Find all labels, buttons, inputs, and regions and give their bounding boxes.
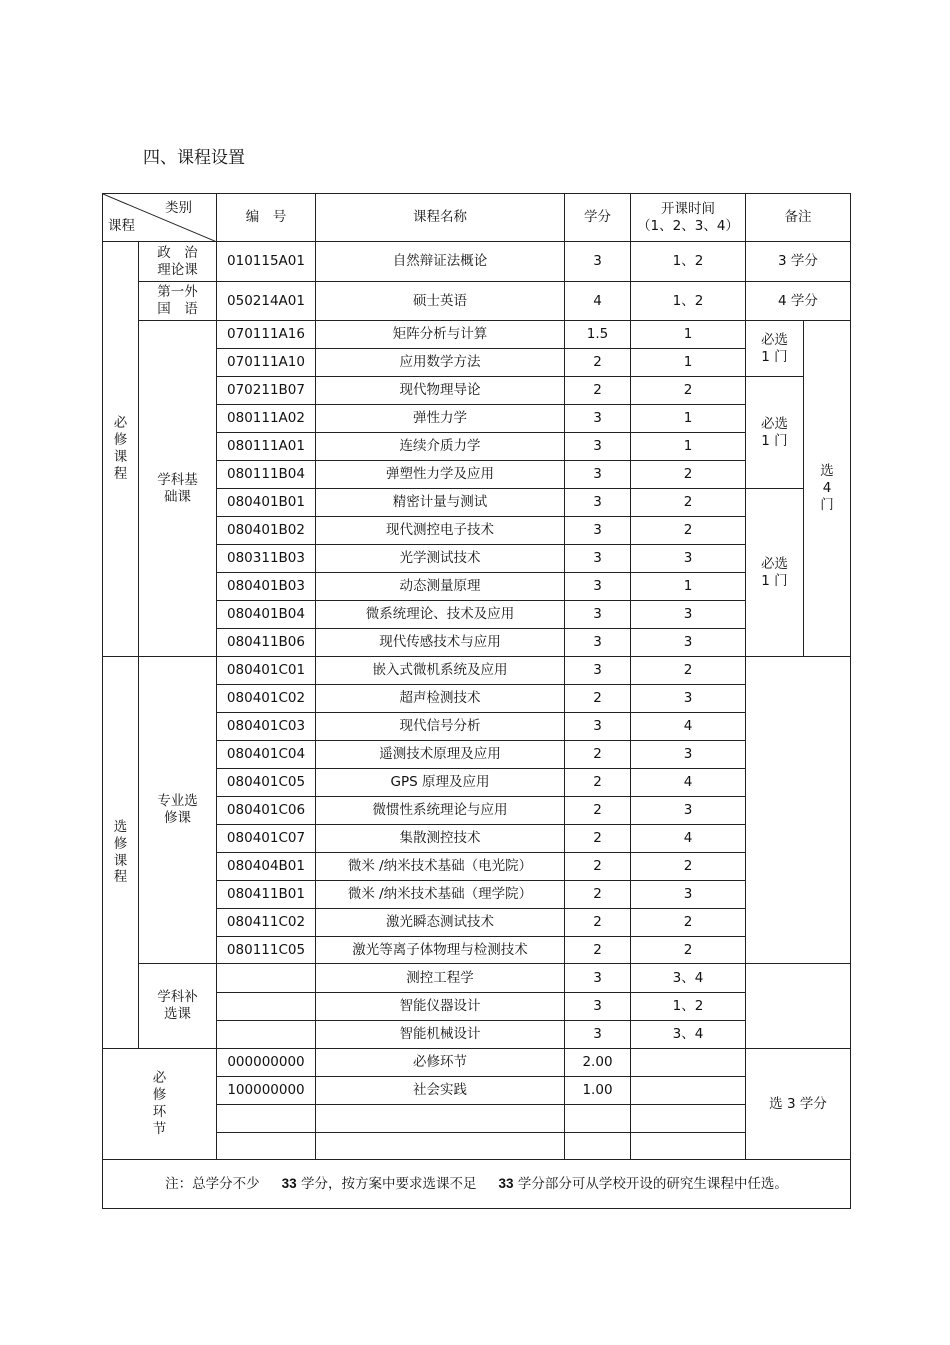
course-code: 000000000 (217, 1049, 316, 1077)
course-code: 080401C02 (217, 685, 316, 713)
note-credit-number: 33 (281, 1175, 297, 1191)
course-credit: 3 (565, 964, 631, 993)
course-time: 4 (631, 769, 746, 797)
course-time: 2 (631, 461, 746, 489)
subgroup-foreign: 第一外 国 语 (139, 282, 217, 321)
course-code: 080401C04 (217, 741, 316, 769)
course-credit: 3 (565, 573, 631, 601)
course-credit: 2 (565, 825, 631, 853)
course-code (217, 1021, 316, 1049)
course-code: 080411B06 (217, 629, 316, 657)
remark-empty (746, 657, 851, 964)
course-code: 080401C01 (217, 657, 316, 685)
course-credit: 3 (565, 993, 631, 1021)
course-credit: 2 (565, 741, 631, 769)
header-time-line1: 开课时间 (661, 200, 715, 217)
course-code: 080411C02 (217, 909, 316, 937)
course-credit: 3 (565, 1021, 631, 1049)
course-time: 3、4 (631, 964, 746, 993)
course-time: 2 (631, 853, 746, 881)
course-name: 微米 /纳米技术基础（理学院） (316, 881, 565, 909)
remark-choose-four: 选 4 门 (804, 321, 851, 657)
course-name: 弹性力学 (316, 405, 565, 433)
course-time: 3 (631, 601, 746, 629)
course-credit: 3 (565, 242, 631, 282)
course-time (631, 1077, 746, 1105)
course-time (631, 1105, 746, 1133)
remark-choose-one: 必选 1 门 (746, 489, 804, 657)
course-credit: 2 (565, 685, 631, 713)
course-code: 080401B02 (217, 517, 316, 545)
course-credit: 3 (565, 629, 631, 657)
course-time (631, 1049, 746, 1077)
header-remark: 备注 (746, 194, 851, 242)
course-code: 080401C07 (217, 825, 316, 853)
course-table (102, 193, 851, 1209)
table-row (103, 1049, 851, 1077)
course-credit: 2 (565, 853, 631, 881)
course-code: 050214A01 (217, 282, 316, 321)
course-time: 2 (631, 489, 746, 517)
course-credit: 1.00 (565, 1077, 631, 1105)
course-credit: 3 (565, 489, 631, 517)
course-name: 应用数学方法 (316, 349, 565, 377)
header-name: 课程名称 (316, 194, 565, 242)
course-credit: 2 (565, 349, 631, 377)
course-name: 现代传感技术与应用 (316, 629, 565, 657)
course-time: 1、2 (631, 282, 746, 321)
course-time: 3 (631, 797, 746, 825)
note-text: 学分部分可从学校开设的研究生课程中任选。 (517, 1175, 788, 1192)
course-credit: 3 (565, 545, 631, 573)
course-time: 2 (631, 657, 746, 685)
course-code: 080311B03 (217, 545, 316, 573)
course-time: 3 (631, 629, 746, 657)
group-elective: 选 修 课 程 (103, 657, 139, 1049)
course-credit: 3 (565, 713, 631, 741)
course-code: 080111B04 (217, 461, 316, 489)
course-code: 080401B01 (217, 489, 316, 517)
course-code: 080401B03 (217, 573, 316, 601)
course-code (217, 993, 316, 1021)
course-credit: 3 (565, 601, 631, 629)
header-time-line2: （1、2、3、4） (637, 217, 739, 234)
course-code (217, 964, 316, 993)
header-course: 课程 (108, 218, 135, 235)
course-time: 3 (631, 881, 746, 909)
course-code: 080411B01 (217, 881, 316, 909)
table-row (103, 657, 851, 685)
table-row (103, 1160, 851, 1209)
course-time: 1 (631, 405, 746, 433)
course-code: 080111C05 (217, 937, 316, 964)
course-name: 智能机械设计 (316, 1021, 565, 1049)
course-name: 硕士英语 (316, 282, 565, 321)
course-code: 080401C06 (217, 797, 316, 825)
course-code: 080401C05 (217, 769, 316, 797)
header-code: 编 号 (217, 194, 316, 242)
note-text: 注：总学分不少 (165, 1175, 260, 1192)
note-credit-number: 33 (498, 1175, 514, 1191)
course-name: 嵌入式微机系统及应用 (316, 657, 565, 685)
course-name: 测控工程学 (316, 964, 565, 993)
remark-choose-one: 必选 1 门 (746, 377, 804, 489)
header-credit: 学分 (565, 194, 631, 242)
course-name: 精密计量与测试 (316, 489, 565, 517)
remark-politics: 3 学分 (746, 242, 851, 282)
course-code: 070211B07 (217, 377, 316, 405)
course-credit: 3 (565, 657, 631, 685)
course-time: 2 (631, 377, 746, 405)
course-credit: 1.5 (565, 321, 631, 349)
course-name: 激光瞬态测试技术 (316, 909, 565, 937)
course-time (631, 1133, 746, 1160)
course-credit (565, 1105, 631, 1133)
course-credit: 2 (565, 937, 631, 964)
course-code: 080401C03 (217, 713, 316, 741)
diagonal-header (103, 194, 217, 242)
course-name: GPS 原理及应用 (316, 769, 565, 797)
remark-empty (746, 964, 851, 1049)
course-code: 100000000 (217, 1077, 316, 1105)
course-name: 智能仪器设计 (316, 993, 565, 1021)
course-name: 微米 /纳米技术基础（电光院） (316, 853, 565, 881)
course-time: 2 (631, 517, 746, 545)
course-time: 3 (631, 545, 746, 573)
course-credit (565, 1133, 631, 1160)
course-credit: 2 (565, 769, 631, 797)
note-text: 学分，按方案中要求选课不足 (301, 1175, 477, 1192)
course-name: 现代测控电子技术 (316, 517, 565, 545)
course-credit: 3 (565, 517, 631, 545)
course-name: 集散测控技术 (316, 825, 565, 853)
course-time: 4 (631, 713, 746, 741)
course-code: 080111A02 (217, 405, 316, 433)
course-name (316, 1105, 565, 1133)
subgroup-major-elective: 专业选 修课 (139, 657, 217, 964)
course-time: 1 (631, 321, 746, 349)
course-name: 必修环节 (316, 1049, 565, 1077)
course-credit: 3 (565, 433, 631, 461)
remark-foreign: 4 学分 (746, 282, 851, 321)
course-code: 080401B04 (217, 601, 316, 629)
course-time: 3 (631, 685, 746, 713)
course-credit: 2 (565, 377, 631, 405)
course-credit: 2 (565, 881, 631, 909)
course-name: 动态测量原理 (316, 573, 565, 601)
remark-choose-one: 必选 1 门 (746, 321, 804, 377)
course-credit: 3 (565, 405, 631, 433)
course-time: 3、4 (631, 1021, 746, 1049)
course-name: 现代物理导论 (316, 377, 565, 405)
group-required: 必 修 课 程 (103, 242, 139, 657)
course-name: 微惯性系统理论与应用 (316, 797, 565, 825)
course-name: 社会实践 (316, 1077, 565, 1105)
course-code: 070111A10 (217, 349, 316, 377)
course-name: 微系统理论、技术及应用 (316, 601, 565, 629)
course-time: 2 (631, 937, 746, 964)
course-code: 080111A01 (217, 433, 316, 461)
course-time: 4 (631, 825, 746, 853)
course-name: 弹塑性力学及应用 (316, 461, 565, 489)
table-row (103, 242, 851, 282)
course-time: 1 (631, 349, 746, 377)
course-code (217, 1133, 316, 1160)
table-row (103, 282, 851, 321)
course-name: 光学测试技术 (316, 545, 565, 573)
footnote (103, 1160, 851, 1209)
course-credit: 2 (565, 909, 631, 937)
course-credit: 2.00 (565, 1049, 631, 1077)
header-time (631, 194, 746, 242)
course-name: 超声检测技术 (316, 685, 565, 713)
course-name (316, 1133, 565, 1160)
section-title: 四、课程设置 (143, 148, 245, 168)
subgroup-politics: 政 治 理论课 (139, 242, 217, 282)
course-credit: 2 (565, 797, 631, 825)
course-time: 3 (631, 741, 746, 769)
course-credit: 3 (565, 461, 631, 489)
course-code: 070111A16 (217, 321, 316, 349)
course-time: 1 (631, 433, 746, 461)
table-row (103, 321, 851, 349)
course-name: 遥测技术原理及应用 (316, 741, 565, 769)
remark-links: 选 3 学分 (746, 1049, 851, 1160)
course-time: 1、2 (631, 242, 746, 282)
course-name: 自然辩证法概论 (316, 242, 565, 282)
course-time: 2 (631, 909, 746, 937)
course-time: 1、2 (631, 993, 746, 1021)
course-credit: 4 (565, 282, 631, 321)
table-row (103, 194, 851, 242)
header-category: 类别 (165, 200, 192, 216)
course-code (217, 1105, 316, 1133)
course-code: 080404B01 (217, 853, 316, 881)
course-name: 矩阵分析与计算 (316, 321, 565, 349)
course-time: 1 (631, 573, 746, 601)
table-row (103, 964, 851, 993)
course-name: 连续介质力学 (316, 433, 565, 461)
course-name: 激光等离子体物理与检测技术 (316, 937, 565, 964)
subgroup-basic: 学科基 础课 (139, 321, 217, 657)
course-code: 010115A01 (217, 242, 316, 282)
subgroup-supplement: 学科补 选课 (139, 964, 217, 1049)
group-links: 必 修 环 节 (103, 1049, 217, 1160)
course-name: 现代信号分析 (316, 713, 565, 741)
